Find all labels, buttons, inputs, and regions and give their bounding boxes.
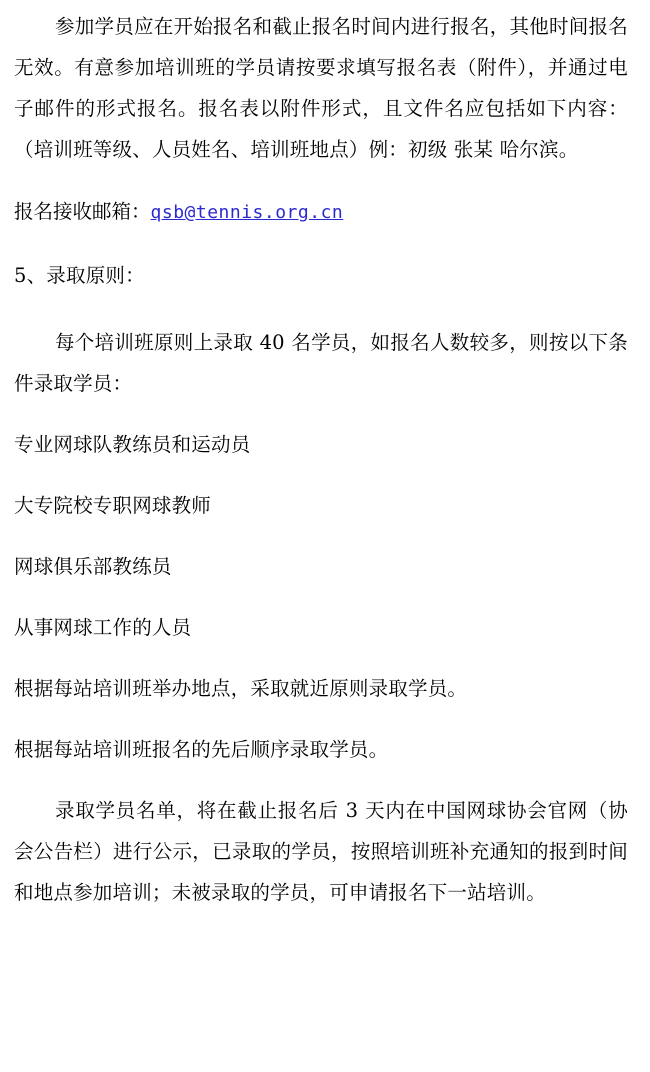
criteria-item-2: 大专院校专职网球教师 bbox=[14, 494, 212, 517]
criteria-item-1: 专业网球队教练员和运动员 bbox=[14, 433, 251, 456]
paragraph-publication-rule: 录取学员名单，将在截止报名后 3 天内在中国网球协会官网（协会公告栏）进行公示，已录取的学员，按照培训班补充通知的报到时间和地点参加培训；未被录取的学员，可申请报名下一站培训。 bbox=[14, 799, 628, 904]
criteria-item-6: 根据每站培训班报名的先后顺序录取学员。 bbox=[14, 738, 389, 761]
paragraph-registration-window: 参加学员应在开始报名和截止报名时间内进行报名，其他时间报名无效。有意参加培训班的学员请按要求填写报名表（附件），并通过电子邮件的形式报名。报名表以附件形式，且文件名应包括如下内容：（培训班等级、人员姓名、培训班地点）例：初级 张某 哈尔滨。 bbox=[14, 15, 628, 161]
paragraph-quota-rule: 每个培训班原则上录取 40 名学员，如报名人数较多，则按以下条件录取学员： bbox=[14, 331, 628, 395]
registration-email-link[interactable]: qsb@tennis.org.cn bbox=[150, 202, 344, 223]
criteria-item-5: 根据每站培训班举办地点，采取就近原则录取学员。 bbox=[14, 677, 468, 700]
criteria-item-4: 从事网球工作的人员 bbox=[14, 616, 192, 639]
criteria-item-3: 网球俱乐部教练员 bbox=[14, 555, 172, 578]
email-line bbox=[14, 196, 628, 229]
email-label: 报名接收邮箱： bbox=[14, 200, 151, 223]
heading-selection-principle: 5、录取原则： bbox=[14, 264, 145, 287]
